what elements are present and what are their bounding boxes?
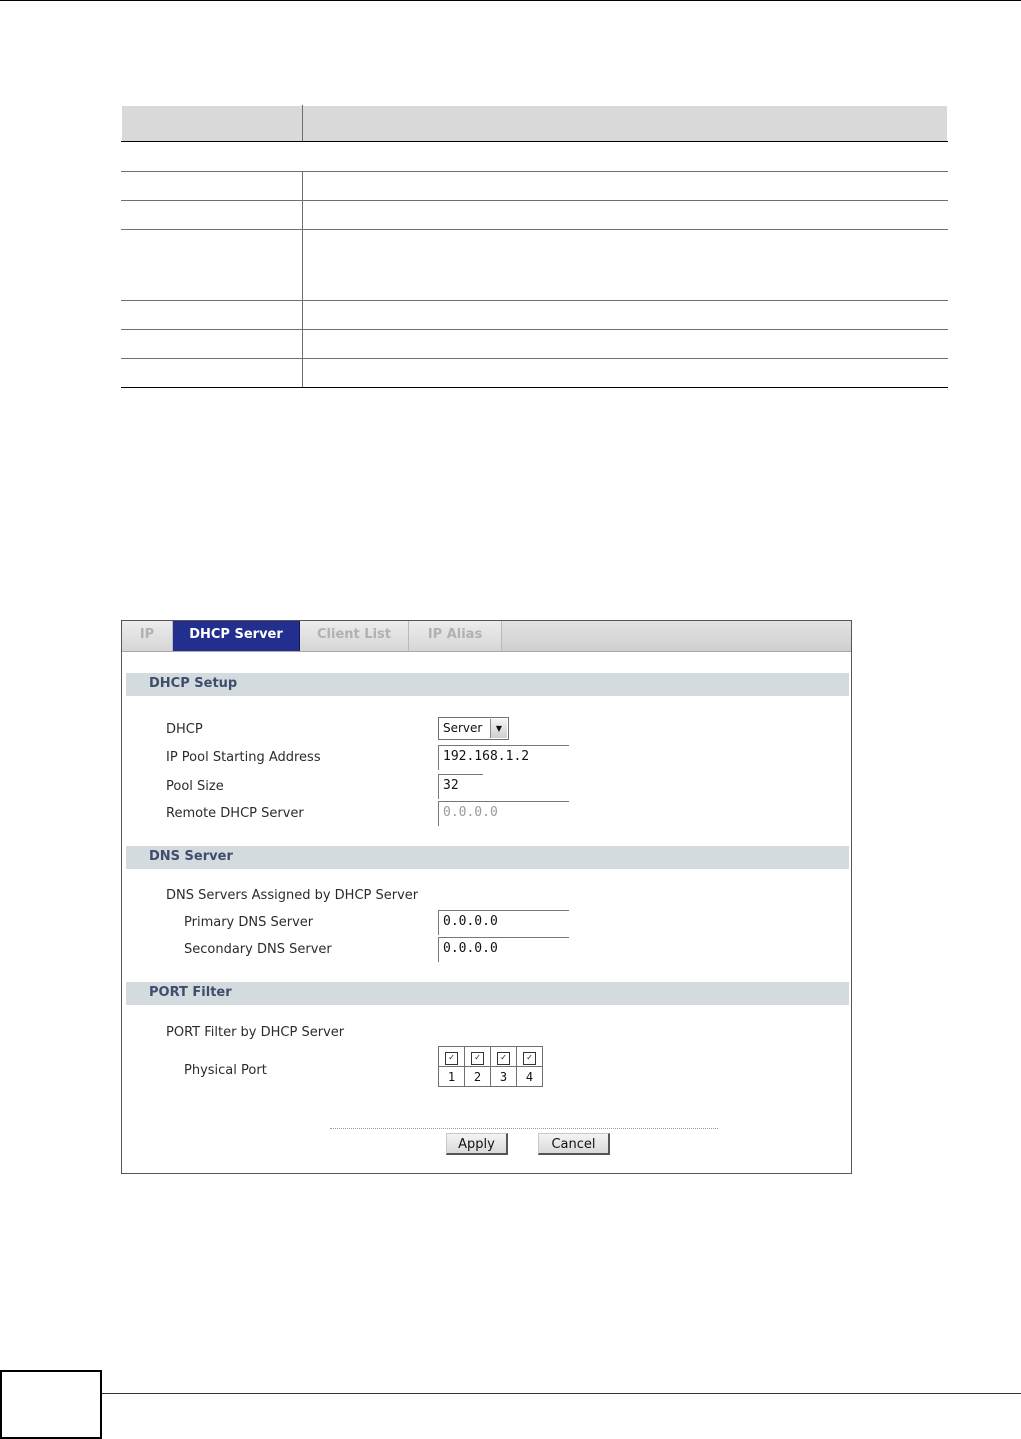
tab-bar xyxy=(122,621,851,652)
secondary-dns-label: Secondary DNS Server xyxy=(184,942,332,957)
dhcp-setup-header xyxy=(126,673,849,696)
port-3-checkbox[interactable]: ✓ xyxy=(497,1052,510,1065)
pool-start-label: IP Pool Starting Address xyxy=(166,750,321,765)
table-row xyxy=(122,359,948,388)
section-title: DHCP Setup xyxy=(149,676,238,691)
port-number: 4 xyxy=(517,1067,543,1087)
table-header-row xyxy=(122,106,948,142)
section-title: DNS Server xyxy=(149,849,233,864)
dhcp-label: DHCP xyxy=(166,722,203,737)
reference-table xyxy=(121,105,948,388)
table-section-row xyxy=(122,142,948,172)
dhcp-server-screen xyxy=(121,620,852,1174)
table-row xyxy=(122,301,948,330)
dhcp-mode-select[interactable] xyxy=(438,717,509,740)
dns-server-header xyxy=(126,846,849,869)
table-row xyxy=(122,201,948,230)
tab-ip[interactable]: IP xyxy=(122,621,173,651)
cancel-button[interactable]: Cancel xyxy=(538,1133,610,1155)
primary-dns-label: Primary DNS Server xyxy=(184,915,314,930)
page-number-box xyxy=(0,1370,102,1439)
table-row xyxy=(122,230,948,301)
apply-button[interactable]: Apply xyxy=(446,1133,508,1155)
chevron-down-icon[interactable]: ▼ xyxy=(490,719,507,738)
port-number: 3 xyxy=(491,1067,517,1087)
primary-dns-input[interactable]: 0.0.0.0 xyxy=(438,910,569,935)
tab-client-list[interactable]: Client List xyxy=(300,621,409,651)
port-1-checkbox[interactable]: ✓ xyxy=(445,1052,458,1065)
secondary-dns-input[interactable]: 0.0.0.0 xyxy=(438,937,569,962)
port-filter-by-label: PORT Filter by DHCP Server xyxy=(166,1025,345,1040)
port-4-checkbox[interactable]: ✓ xyxy=(523,1052,536,1065)
tab-ip-alias[interactable]: IP Alias xyxy=(409,621,502,651)
pool-start-input[interactable]: 192.168.1.2 xyxy=(438,745,569,770)
port-number: 2 xyxy=(465,1067,491,1087)
footer-rule xyxy=(100,1393,1021,1394)
table-row xyxy=(122,172,948,201)
remote-dhcp-label: Remote DHCP Server xyxy=(166,806,304,821)
port-number: 1 xyxy=(439,1067,465,1087)
section-title: PORT Filter xyxy=(149,985,232,1000)
pool-size-input[interactable]: 32 xyxy=(438,774,483,799)
table-row xyxy=(122,330,948,359)
button-divider xyxy=(330,1128,718,1129)
remote-dhcp-input: 0.0.0.0 xyxy=(438,801,569,826)
physical-port-table xyxy=(438,1046,543,1087)
physical-port-label: Physical Port xyxy=(184,1063,267,1078)
port-2-checkbox[interactable]: ✓ xyxy=(471,1052,484,1065)
tab-dhcp-server[interactable]: DHCP Server xyxy=(173,621,300,651)
page-top-rule xyxy=(0,0,1021,1)
dhcp-mode-value: Server xyxy=(443,721,483,735)
pool-size-label: Pool Size xyxy=(166,779,224,794)
dns-assigned-label: DNS Servers Assigned by DHCP Server xyxy=(166,888,419,903)
port-filter-header xyxy=(126,982,849,1005)
